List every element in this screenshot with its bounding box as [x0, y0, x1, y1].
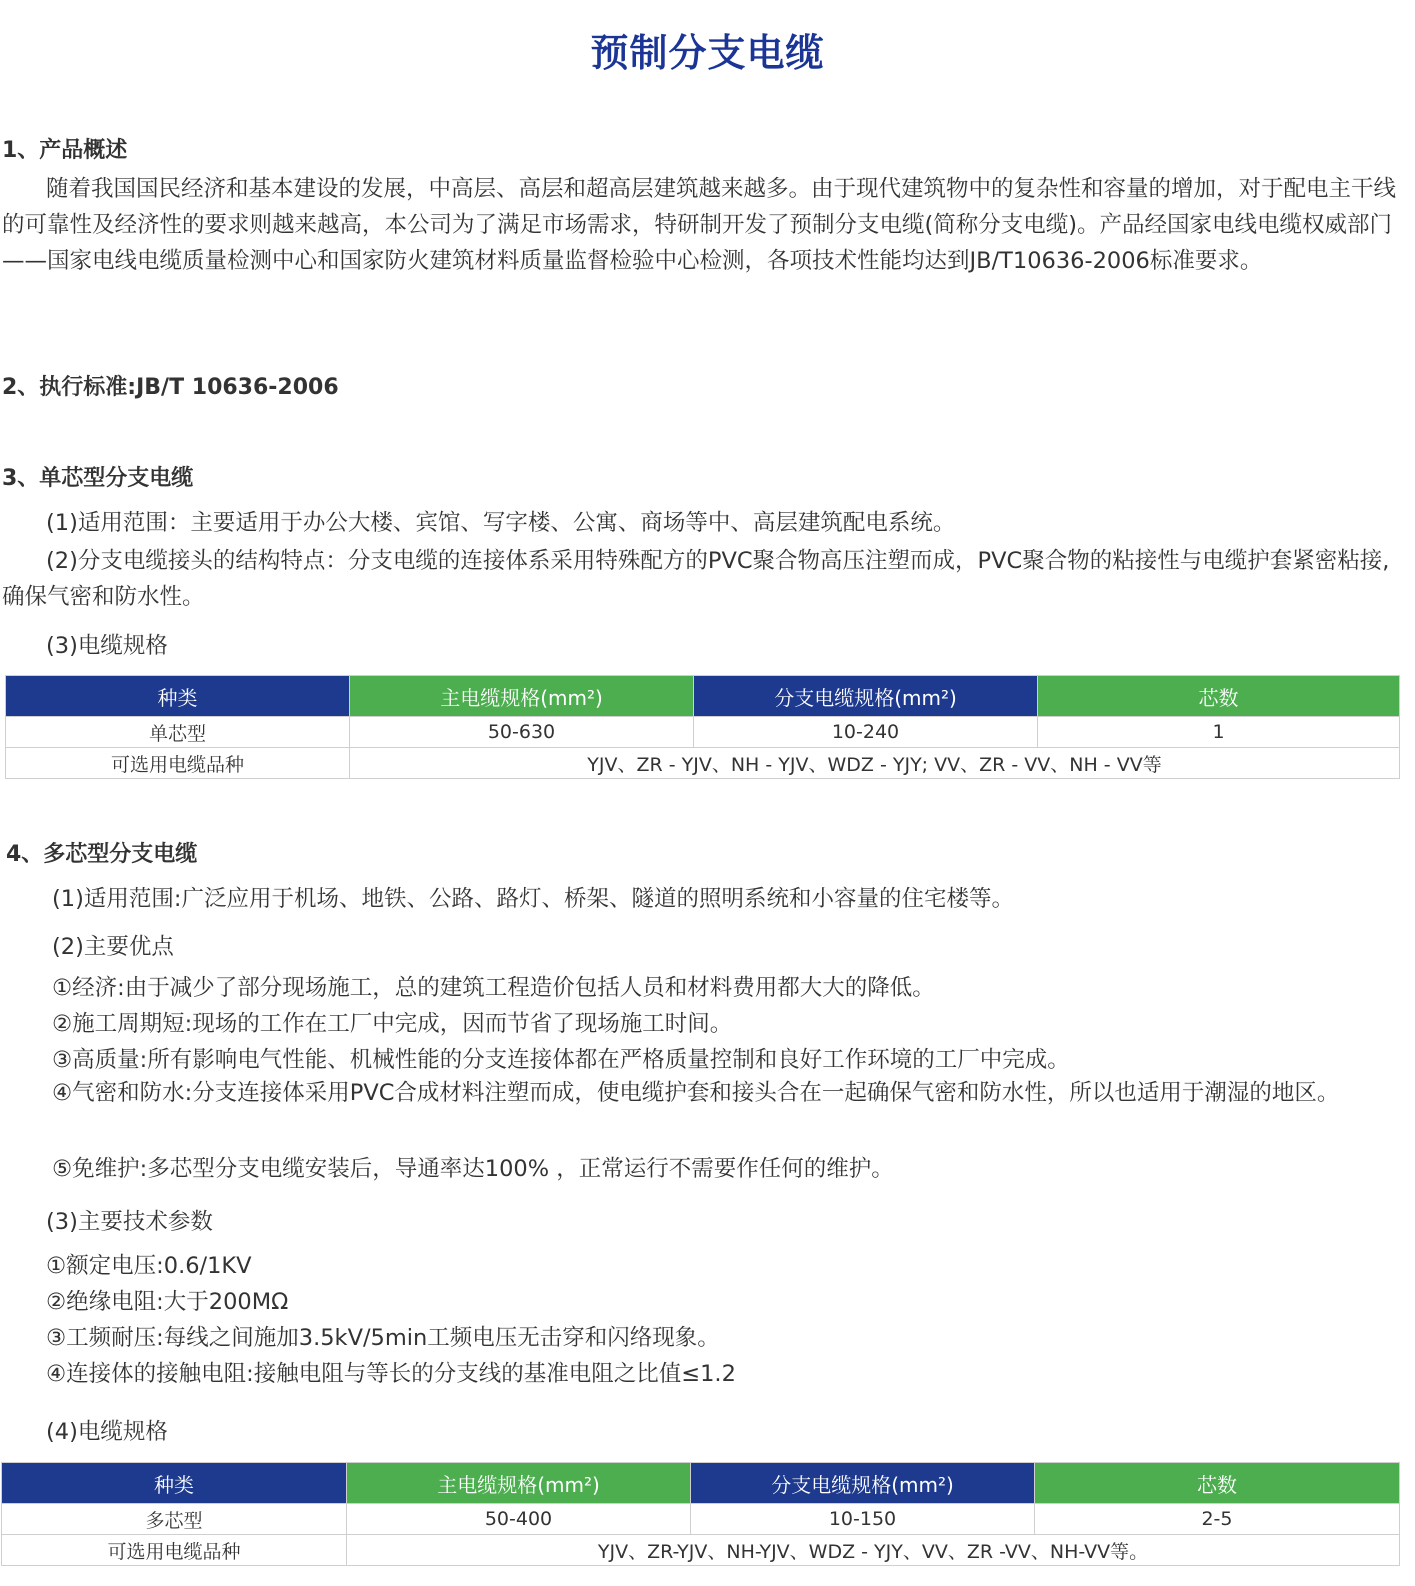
- multi-core-spec-label: (4)电缆规格: [46, 1419, 168, 1445]
- header-main-cable: 主电缆规格(mm²): [347, 1463, 691, 1504]
- header-main-cable: 主电缆规格(mm²): [350, 676, 694, 717]
- cell-options-label: 可选用电缆品种: [2, 1535, 347, 1566]
- page-title: 预制分支电缆: [590, 31, 825, 75]
- section-heading-overview: 1、产品概述: [2, 138, 128, 163]
- cell-main-cable: 50-630: [350, 717, 694, 748]
- advantage-short-cycle: ②施工周期短:现场的工作在工厂中完成，因而节省了现场施工时间。: [52, 1011, 733, 1037]
- single-core-spec-label: (3)电缆规格: [46, 633, 168, 659]
- cell-branch-cable: 10-240: [694, 717, 1038, 748]
- single-core-structure: (2)分支电缆接头的结构特点：分支电缆的连接体系采用特殊配方的PVC聚合物高压注塑而成，PVC聚合物的粘接性与电缆护套紧密粘接,确保气密和防水性。: [2, 548, 1390, 610]
- table-row: [6, 717, 1400, 748]
- cell-branch-cable: 10-150: [691, 1504, 1035, 1535]
- cell-main-cable: 50-400: [347, 1504, 691, 1535]
- header-branch-cable: 分支电缆规格(mm²): [691, 1463, 1035, 1504]
- cell-options-label: 可选用电缆品种: [6, 748, 350, 779]
- table-header-row: [6, 676, 1400, 717]
- overview-paragraph: 随着我国国民经济和基本建设的发展，中高层、高层和超高层建筑越来越多。由于现代建筑物中的复杂性和容量的增加，对于配电主干线的可靠性及经济性的要求则越来越高，本公司为了满足市场需求，特研制开发了预制分支电缆(简称分支电缆)。产品经国家电线电缆权威部门——国家电线电缆质量检测中心和国家防火建筑材料质量监督检验中心检测，各项技术性能均达到JB/T10636-2006标准要求。: [2, 176, 1397, 274]
- cell-options-value: YJV、ZR-YJV、NH-YJV、WDZ - YJY、VV、ZR -VV、NH-VV等。: [347, 1535, 1400, 1566]
- table-row: [2, 1504, 1400, 1535]
- single-core-spec-table: [5, 675, 1400, 779]
- advantage-maintenance-free: ⑤免维护:多芯型分支电缆安装后，导通率达100% ，正常运行不需要作任何的维护。: [52, 1156, 894, 1182]
- advantage-economic: ①经济:由于减少了部分现场施工，总的建筑工程造价包括人员和材料费用都大大的降低。: [52, 975, 935, 1001]
- tech-params-label: (3)主要技术参数: [46, 1209, 213, 1235]
- table-header-row: [2, 1463, 1400, 1504]
- advantage-quality: ③高质量:所有影响电气性能、机械性能的分支连接体都在严格质量控制和良好工作环境的工厂中完成。: [52, 1047, 1070, 1073]
- header-cores: 芯数: [1035, 1463, 1400, 1504]
- param-insulation: ②绝缘电阻:大于200MΩ: [46, 1289, 289, 1315]
- header-branch-cable: 分支电缆规格(mm²): [694, 676, 1038, 717]
- cell-options-value: YJV、ZR - YJV、NH - YJV、WDZ - YJY; VV、ZR - VV、NH - VV等: [350, 748, 1400, 779]
- cell-type: 单芯型: [6, 717, 350, 748]
- param-contact-resistance: ④连接体的接触电阻:接触电阻与等长的分支线的基准电阻之比值≤1.2: [46, 1361, 736, 1387]
- cell-type: 多芯型: [2, 1504, 347, 1535]
- table-row: [6, 748, 1400, 779]
- section-heading-single-core: 3、单芯型分支电缆: [2, 466, 194, 491]
- header-type: 种类: [2, 1463, 347, 1504]
- header-type: 种类: [6, 676, 350, 717]
- cell-cores: 2-5: [1035, 1504, 1400, 1535]
- param-voltage: ①额定电压:0.6/1KV: [46, 1253, 252, 1279]
- single-core-scope: (1)适用范围：主要适用于办公大楼、宾馆、写字楼、公寓、商场等中、高层建筑配电系统。: [46, 510, 956, 536]
- section-heading-multi-core: 4、多芯型分支电缆: [6, 842, 198, 867]
- advantages-label: (2)主要优点: [52, 934, 174, 960]
- header-cores: 芯数: [1038, 676, 1400, 717]
- param-withstand: ③工频耐压:每线之间施加3.5kV/5min工频电压无击穿和闪络现象。: [46, 1325, 720, 1351]
- multi-core-spec-table: [1, 1462, 1400, 1566]
- section-heading-standard: 2、执行标准:JB/T 10636-2006: [2, 375, 339, 400]
- cell-cores: 1: [1038, 717, 1400, 748]
- advantage-waterproof: ④气密和防水:分支连接体采用PVC合成材料注塑而成，使电缆护套和接头合在一起确保气密和防水性，所以也适用于潮湿的地区。: [52, 1080, 1340, 1106]
- multi-core-scope: (1)适用范围:广泛应用于机场、地铁、公路、路灯、桥架、隧道的照明系统和小容量的住宅楼等。: [52, 886, 1014, 912]
- table-row: [2, 1535, 1400, 1566]
